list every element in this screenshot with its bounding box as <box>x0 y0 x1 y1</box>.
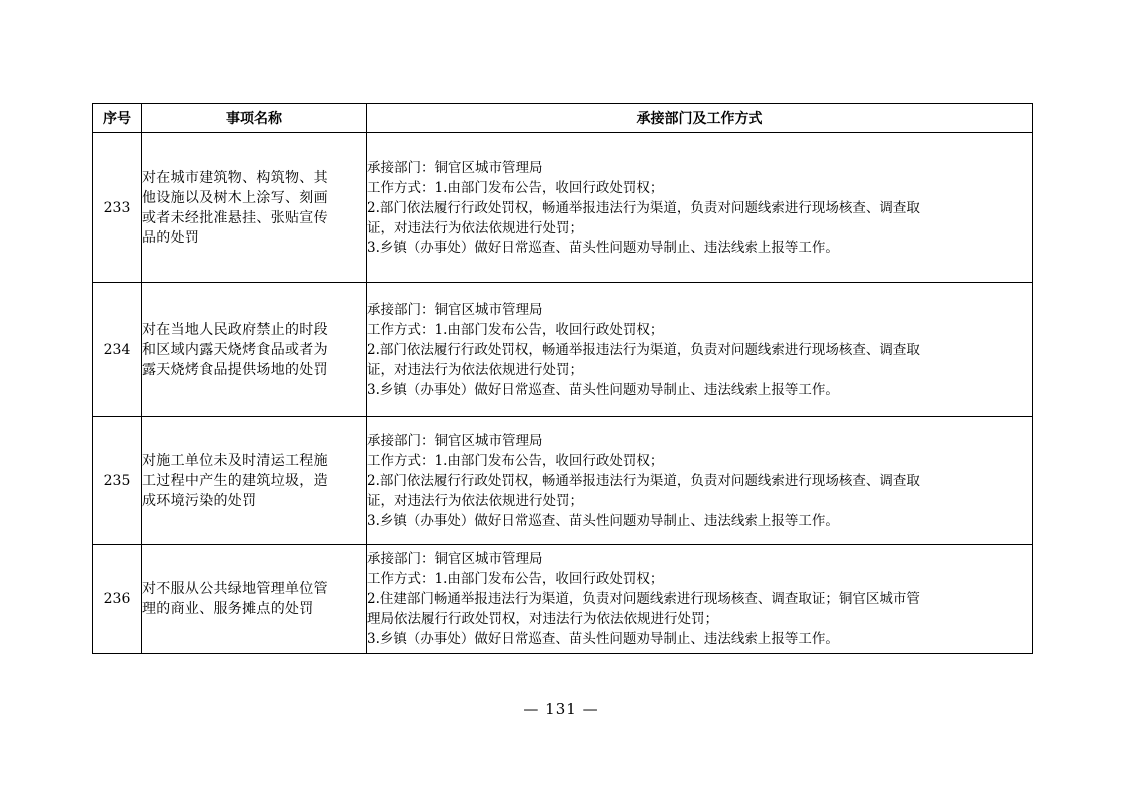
matter-name-cell <box>142 545 367 654</box>
detail-line: 2.部门依法履行行政处罚权，畅通举报违法行为渠道，负责对问题线索进行现场核查、调查取 <box>367 472 920 489</box>
row-number: 235 <box>93 417 142 545</box>
page-number: — 131 — <box>523 700 599 718</box>
detail-line: 2.住建部门畅通举报违法行为渠道，负责对问题线索进行现场核查、调查取证；铜官区城市管 <box>367 591 920 607</box>
detail-line: 2.部门依法履行行政处罚权，畅通举报违法行为渠道，负责对问题线索进行现场核查、调查取 <box>367 341 920 358</box>
detail-line: 工作方式：1.由部门发布公告，收回行政处罚权； <box>367 321 664 338</box>
header-serial-number: 序号 <box>93 104 142 133</box>
detail-line: 证，对违法行为依法依规进行处罚； <box>367 219 583 236</box>
header-matter-name: 事项名称 <box>142 104 367 133</box>
detail-line: 工作方式：1.由部门发布公告，收回行政处罚权； <box>367 571 664 587</box>
matter-name-cell <box>142 283 367 417</box>
matter-name-cell <box>142 133 367 283</box>
detail-line: 工作方式：1.由部门发布公告，收回行政处罚权； <box>367 452 664 469</box>
detail-line: 3.乡镇（办事处）做好日常巡查、苗头性问题劝导制止、违法线索上报等工作。 <box>367 239 839 256</box>
matter-name-line: 理的商业、服务摊点的处罚 <box>142 601 314 617</box>
table-row <box>93 545 1033 654</box>
matter-name-line: 成环境污染的处罚 <box>142 492 257 509</box>
department-method-cell <box>367 545 1033 654</box>
detail-line: 理局依法履行行政处罚权，对违法行为依法依规进行处罚； <box>367 611 718 627</box>
detail-line: 3.乡镇（办事处）做好日常巡查、苗头性问题劝导制止、违法线索上报等工作。 <box>367 381 839 398</box>
detail-line: 2.部门依法履行行政处罚权，畅通举报违法行为渠道，负责对问题线索进行现场核查、调查取 <box>367 199 920 216</box>
matter-name-cell <box>142 417 367 545</box>
matter-name-line: 或者未经批准悬挂、张贴宣传 <box>142 209 328 226</box>
detail-line: 证，对违法行为依法依规进行处罚； <box>367 361 583 378</box>
matter-name-line: 他设施以及树木上涂写、刻画 <box>142 189 328 206</box>
row-number: 233 <box>93 133 142 283</box>
matter-name-line: 和区域内露天烧烤食品或者为 <box>142 341 328 358</box>
department-method-cell <box>367 133 1033 283</box>
detail-line: 承接部门：铜官区城市管理局 <box>367 551 543 567</box>
row-number: 234 <box>93 283 142 417</box>
table-header-row <box>93 104 1033 133</box>
detail-line: 承接部门：铜官区城市管理局 <box>367 432 543 449</box>
table-row <box>93 283 1033 417</box>
matter-name-line: 对在城市建筑物、构筑物、其 <box>142 169 328 186</box>
matter-name-line: 品的处罚 <box>142 229 200 246</box>
table-row <box>93 417 1033 545</box>
row-number: 236 <box>93 545 142 654</box>
department-method-cell <box>367 283 1033 417</box>
department-method-cell <box>367 417 1033 545</box>
matter-name-line: 对在当地人民政府禁止的时段 <box>142 321 328 338</box>
matters-table <box>92 103 1033 654</box>
matter-name-line: 对施工单位未及时清运工程施 <box>142 452 328 469</box>
detail-line: 证，对违法行为依法依规进行处罚； <box>367 492 583 509</box>
detail-line: 承接部门：铜官区城市管理局 <box>367 159 543 176</box>
table-row <box>93 133 1033 283</box>
detail-line: 3.乡镇（办事处）做好日常巡查、苗头性问题劝导制止、违法线索上报等工作。 <box>367 631 839 647</box>
matter-name-line: 工过程中产生的建筑垃圾，造 <box>142 472 328 489</box>
header-department-and-method: 承接部门及工作方式 <box>367 104 1033 133</box>
detail-line: 工作方式：1.由部门发布公告，收回行政处罚权； <box>367 179 664 196</box>
detail-line: 3.乡镇（办事处）做好日常巡查、苗头性问题劝导制止、违法线索上报等工作。 <box>367 512 839 529</box>
matter-name-line: 露天烧烤食品提供场地的处罚 <box>142 361 328 378</box>
detail-line: 承接部门：铜官区城市管理局 <box>367 301 543 318</box>
matter-name-line: 对不服从公共绿地管理单位管 <box>142 581 328 597</box>
